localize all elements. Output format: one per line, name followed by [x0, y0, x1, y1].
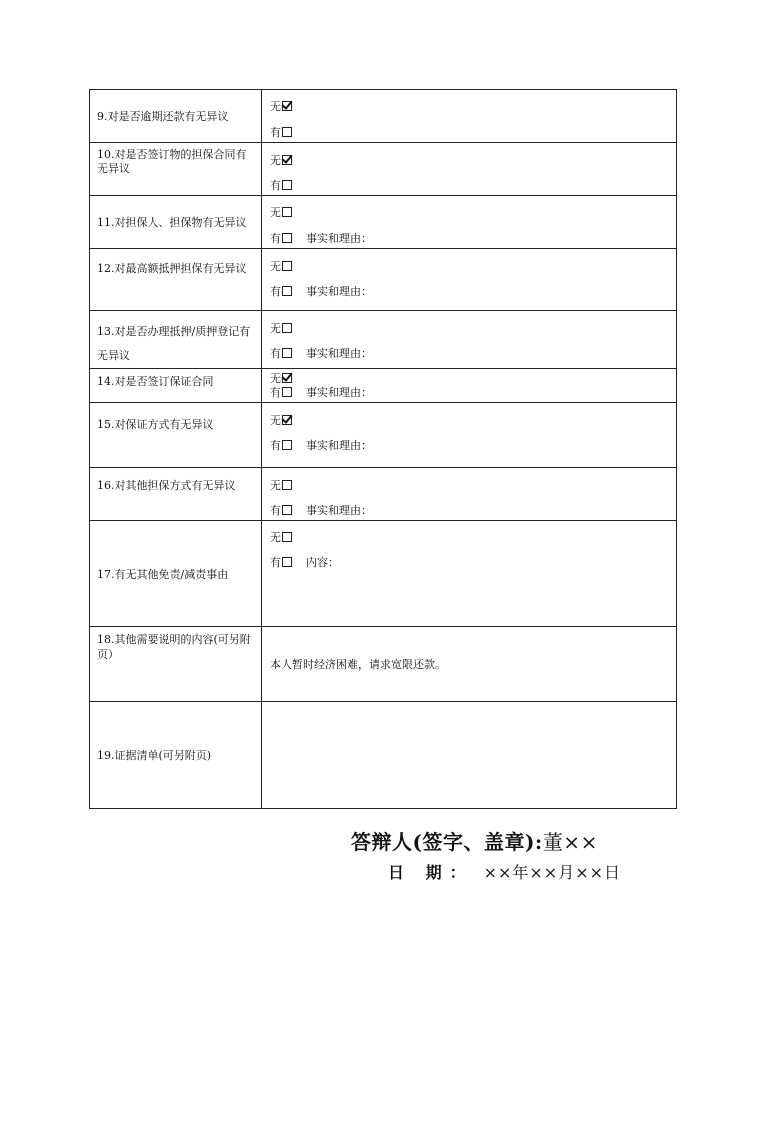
option-none: 无	[270, 479, 292, 493]
signature-label: 答辩人(签字、盖章):	[351, 830, 543, 854]
table-row	[90, 369, 677, 403]
option-has: 有 事实和理由：	[270, 232, 372, 245]
checkbox-has[interactable]	[282, 440, 292, 450]
checkbox-has[interactable]	[282, 180, 292, 190]
checkbox-has[interactable]	[282, 233, 292, 243]
answer-cell	[262, 249, 677, 311]
answer-cell	[262, 627, 677, 702]
option-has: 有 事实和理由：	[270, 504, 372, 518]
option-has: 有 事实和理由：	[270, 347, 372, 360]
question-18: 18.其他需要说明的内容(可另附页）	[97, 633, 251, 661]
statement-text: 本人暂时经济困难，请求宽限还款。	[270, 658, 446, 672]
checkbox-none[interactable]	[282, 480, 292, 490]
option-has: 有 事实和理由：	[270, 285, 372, 298]
checkbox-has[interactable]	[282, 286, 292, 296]
answer-cell	[262, 143, 677, 196]
question-cell	[90, 702, 262, 809]
checkbox-none[interactable]	[282, 323, 292, 333]
question-9: 9.对是否逾期还款有无异议	[97, 110, 229, 123]
checkbox-none-checked[interactable]	[282, 155, 292, 165]
checkbox-none-checked[interactable]	[282, 101, 292, 111]
option-has: 有 事实和理由：	[270, 439, 372, 453]
answer-cell	[262, 90, 677, 143]
fact-reason-label: 事实和理由：	[306, 439, 372, 453]
date-value: ××年××月××日	[483, 863, 622, 882]
option-has: 有	[270, 179, 292, 193]
table-row	[90, 627, 677, 702]
question-cell	[90, 90, 262, 143]
checkbox-none[interactable]	[282, 261, 292, 271]
option-has: 有 事实和理由：	[270, 386, 372, 400]
table-row	[90, 468, 677, 521]
table-row	[90, 90, 677, 143]
question-cell	[90, 468, 262, 521]
question-19: 19.证据清单(可另附页)	[97, 749, 212, 763]
table-row	[90, 249, 677, 311]
option-none: 无	[270, 322, 292, 336]
checkbox-none-checked[interactable]	[282, 373, 292, 383]
fact-reason-label: 事实和理由：	[306, 386, 372, 400]
defense-form-table	[89, 89, 677, 809]
question-cell	[90, 521, 262, 627]
option-none: 无	[270, 206, 292, 220]
checkbox-none[interactable]	[282, 207, 292, 217]
question-17: 17.有无其他免责/减责事由	[97, 568, 229, 582]
date-label: 日 期：	[388, 863, 474, 882]
question-15: 15.对保证方式有无异议	[97, 418, 214, 432]
fact-reason-label: 事实和理由：	[306, 232, 372, 245]
table-row	[90, 311, 677, 369]
question-14: 14.对是否签订保证合同	[97, 375, 214, 389]
question-cell	[90, 196, 262, 249]
table-row	[90, 702, 677, 809]
evidence-list-cell[interactable]	[262, 702, 677, 809]
option-has: 有	[270, 126, 292, 140]
option-has: 有 内容：	[270, 556, 339, 570]
checkbox-none[interactable]	[282, 532, 292, 542]
checkbox-has[interactable]	[282, 505, 292, 515]
answer-cell	[262, 311, 677, 369]
fact-reason-label: 事实和理由：	[306, 504, 372, 518]
checkbox-has[interactable]	[282, 387, 292, 397]
option-none: 无	[270, 100, 292, 114]
answer-cell	[262, 521, 677, 627]
answer-cell	[262, 468, 677, 521]
signer-name: 董××	[542, 830, 598, 854]
table-row	[90, 521, 677, 627]
answer-cell	[262, 369, 677, 403]
option-none: 无	[270, 372, 292, 386]
option-none: 无	[270, 154, 292, 168]
checkbox-has[interactable]	[282, 557, 292, 567]
fact-reason-label: 事实和理由：	[306, 285, 372, 298]
answer-cell	[262, 403, 677, 468]
question-16: 16.对其他担保方式有无异议	[97, 479, 236, 493]
table-row	[90, 403, 677, 468]
checkbox-has[interactable]	[282, 348, 292, 358]
table-row	[90, 143, 677, 196]
question-11: 11.对担保人、担保物有无异议	[97, 216, 247, 229]
question-10: 10.对是否签订物的担保合同有无异议	[97, 148, 247, 176]
content-label: 内容：	[306, 556, 339, 570]
question-cell	[90, 311, 262, 369]
checkbox-has[interactable]	[282, 127, 292, 137]
question-13: 13.对是否办理抵押/质押登记有无异议	[97, 325, 251, 363]
question-12: 12.对最高额抵押担保有无异议	[97, 262, 247, 275]
fact-reason-label: 事实和理由：	[306, 347, 372, 360]
question-cell	[90, 403, 262, 468]
option-none: 无	[270, 531, 292, 545]
question-cell	[90, 249, 262, 311]
checkbox-none-checked[interactable]	[282, 415, 292, 425]
option-none: 无	[270, 260, 292, 274]
option-none: 无	[270, 414, 292, 428]
answer-cell	[262, 196, 677, 249]
question-cell	[90, 143, 262, 196]
question-cell	[90, 627, 262, 702]
signature-line	[351, 826, 598, 855]
question-cell	[90, 369, 262, 403]
date-line	[388, 860, 621, 883]
table-row	[90, 196, 677, 249]
